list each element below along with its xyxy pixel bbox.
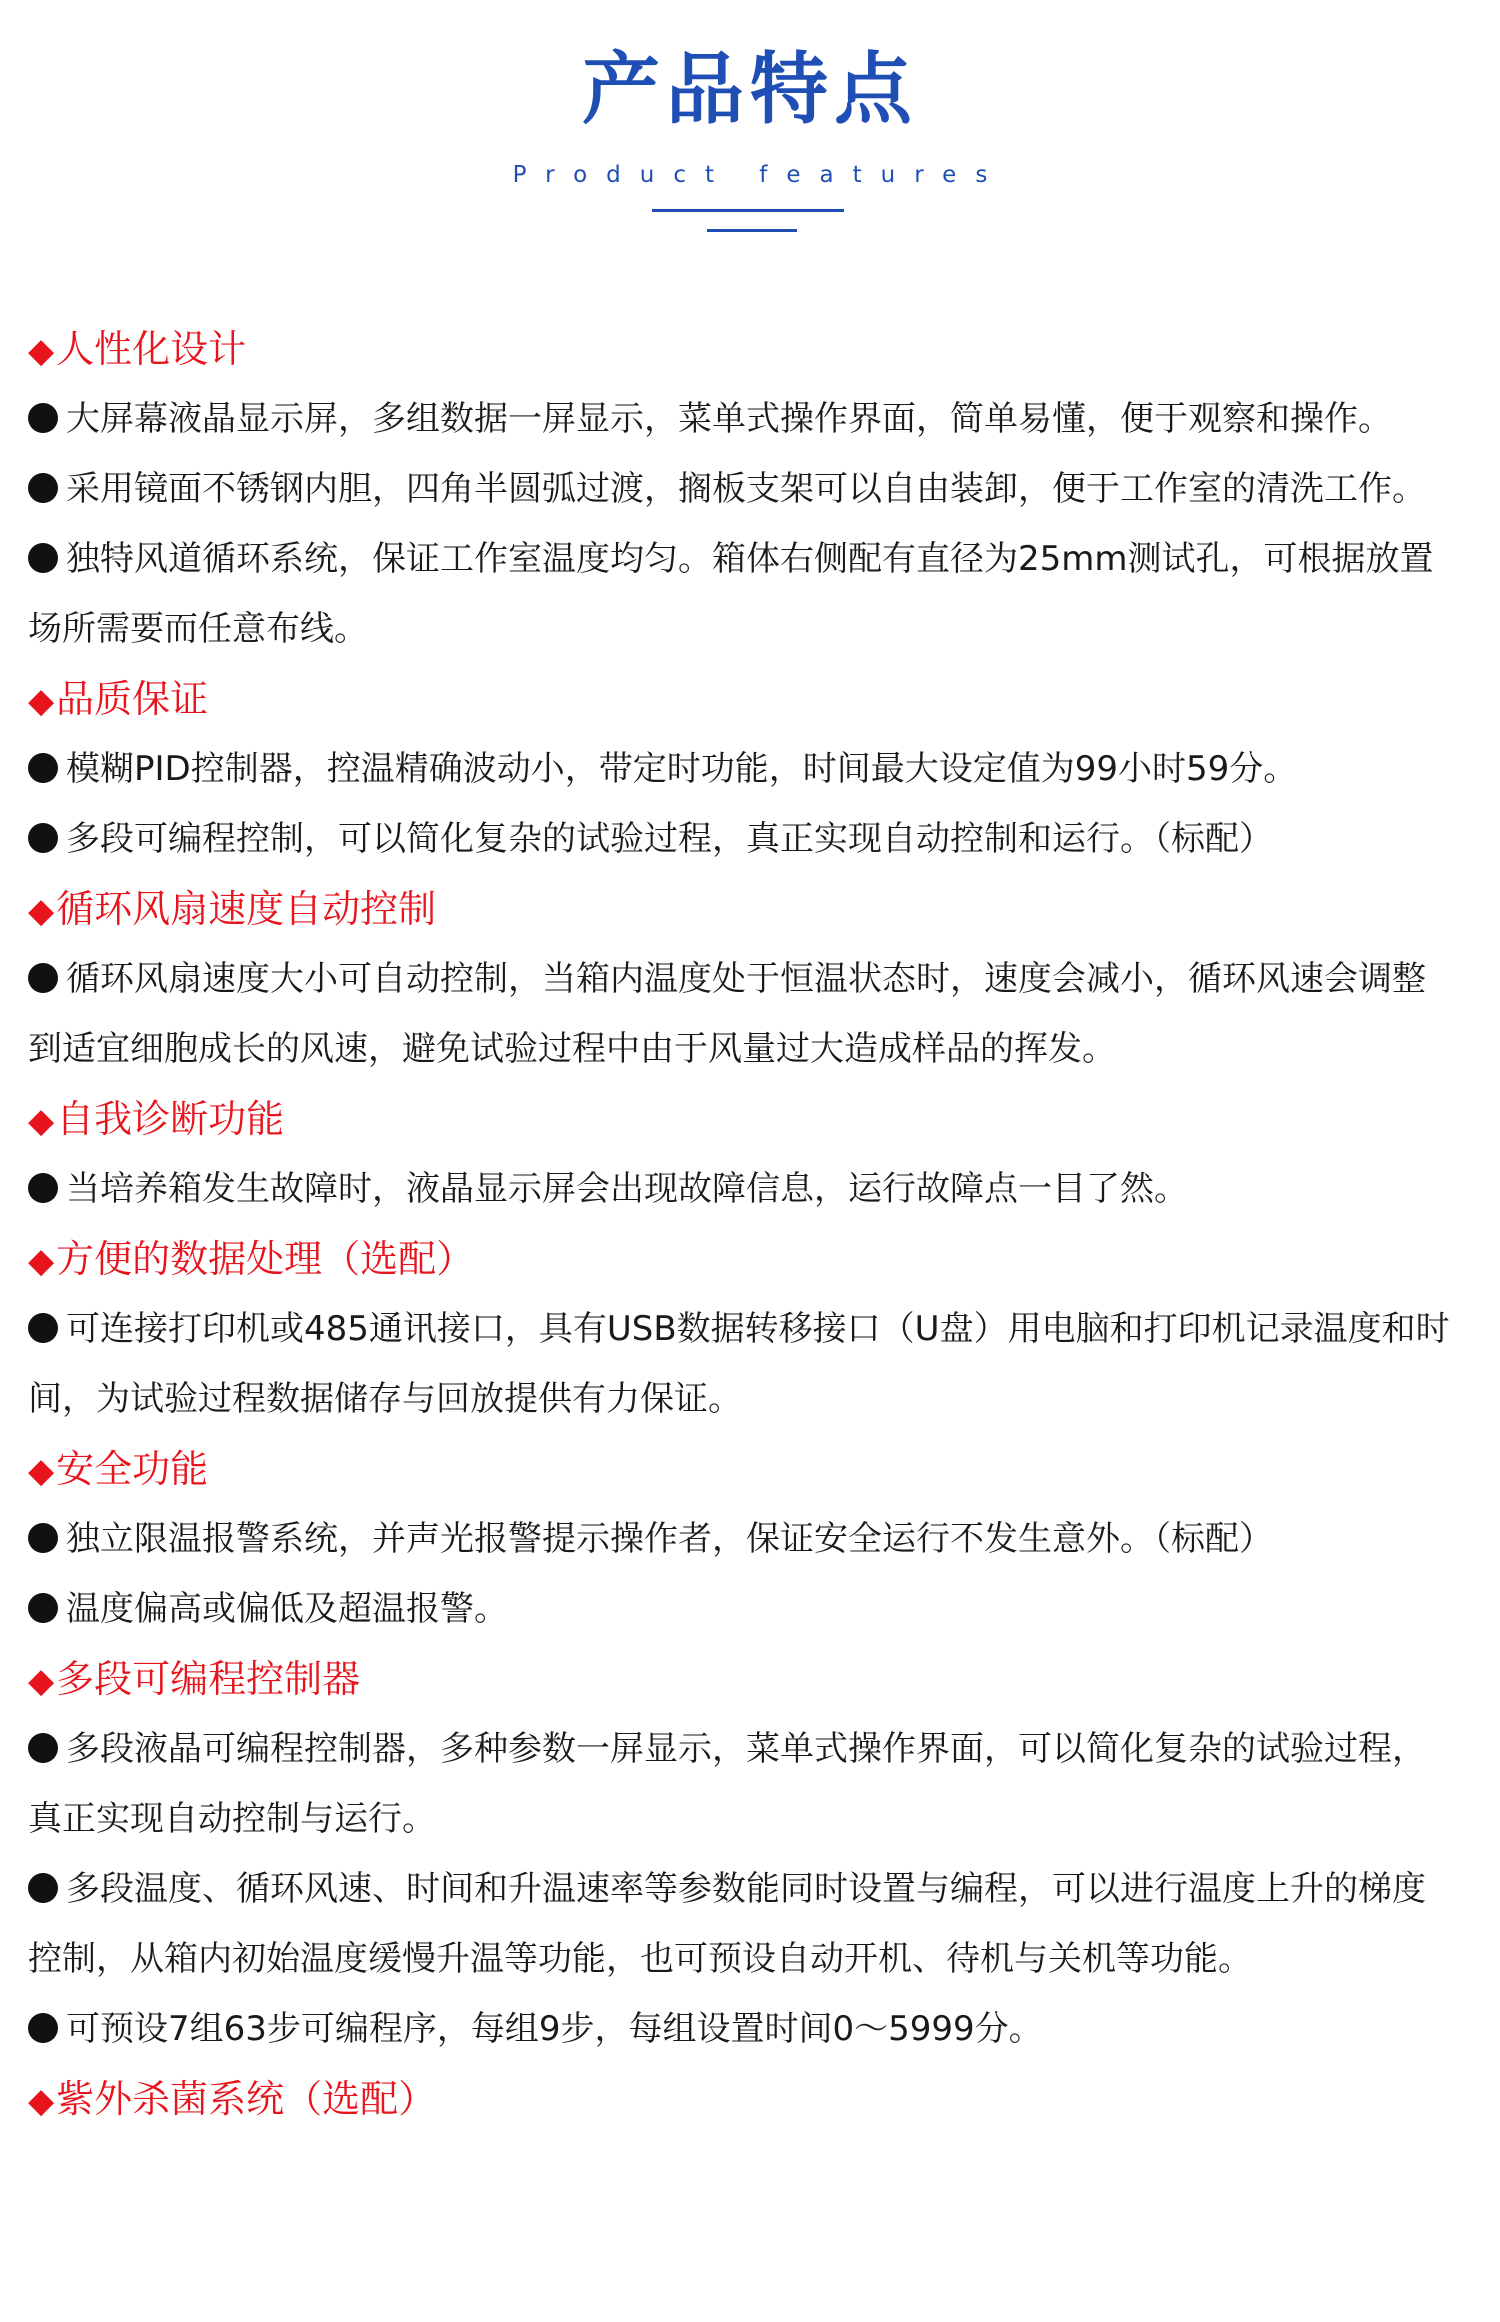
- section-heading: [28, 1224, 1458, 1294]
- section-heading-text: 品质保证: [56, 677, 209, 721]
- feature-item-text: 独立限温报警系统，并声光报警提示操作者，保证安全运行不发生意外。（标配）: [66, 1519, 1273, 1559]
- feature-item-text: 采用镜面不锈钢内胆，四角半圆弧过渡，搁板支架可以自由装卸，便于工作室的清洗工作。: [66, 469, 1426, 509]
- section-heading: [28, 664, 1458, 734]
- round-bullet-icon: [28, 473, 58, 503]
- diamond-bullet-icon: ◆: [28, 1101, 55, 1141]
- feature-item: [28, 804, 1458, 874]
- page-subtitle: Product features: [512, 162, 1007, 188]
- feature-item-text: 模糊PID控制器，控温精确波动小，带定时功能，时间最大设定值为99小时59分。: [66, 749, 1298, 789]
- feature-item: [28, 1994, 1458, 2064]
- round-bullet-icon: [28, 1733, 58, 1763]
- section-heading-text: 自我诊断功能: [56, 1097, 285, 1141]
- diamond-bullet-icon: ◆: [28, 681, 55, 721]
- feature-item: [28, 384, 1458, 454]
- feature-item: [28, 524, 1458, 664]
- feature-item: [28, 944, 1458, 1084]
- section-heading-text: 人性化设计: [56, 327, 247, 371]
- section-heading: [28, 2064, 1458, 2134]
- section-heading: [28, 1084, 1458, 1154]
- round-bullet-icon: [28, 403, 58, 433]
- feature-item-text: 循环风扇速度大小可自动控制，当箱内温度处于恒温状态时，速度会减小，循环风速会调整到适宜细胞成长的风速，避免试验过程中由于风量过大造成样品的挥发。: [28, 959, 1426, 1069]
- feature-item-text: 大屏幕液晶显示屏，多组数据一屏显示，菜单式操作界面，简单易懂，便于观察和操作。: [66, 399, 1392, 439]
- feature-item-text: 当培养箱发生故障时，液晶显示屏会出现故障信息，运行故障点一目了然。: [66, 1169, 1188, 1209]
- round-bullet-icon: [28, 1313, 58, 1343]
- diamond-bullet-icon: ◆: [28, 2081, 55, 2121]
- round-bullet-icon: [28, 823, 58, 853]
- section-heading: [28, 1434, 1458, 1504]
- section-heading-text: 方便的数据处理（选配）: [56, 1237, 475, 1281]
- section-heading: [28, 874, 1458, 944]
- round-bullet-icon: [28, 1873, 58, 1903]
- feature-item-text: 温度偏高或偏低及超温报警。: [66, 1589, 508, 1629]
- feature-item: [28, 1294, 1458, 1434]
- round-bullet-icon: [28, 1523, 58, 1553]
- round-bullet-icon: [28, 543, 58, 573]
- feature-item-text: 多段温度、循环风速、时间和升温速率等参数能同时设置与编程，可以进行温度上升的梯度控制，从箱内初始温度缓慢升温等功能，也可预设自动开机、待机与关机等功能。: [28, 1869, 1426, 1979]
- round-bullet-icon: [28, 753, 58, 783]
- feature-item: [28, 1854, 1458, 1994]
- round-bullet-icon: [28, 1593, 58, 1623]
- feature-item: [28, 1504, 1458, 1574]
- diamond-bullet-icon: ◆: [28, 331, 55, 371]
- page-title: 产品特点: [581, 45, 918, 135]
- feature-item-text: 可连接打印机或485通讯接口，具有USB数据转移接口（U盘）用电脑和打印机记录温度和时间，为试验过程数据储存与回放提供有力保证。: [28, 1309, 1450, 1419]
- section-heading-text: 循环风扇速度自动控制: [56, 887, 437, 931]
- round-bullet-icon: [28, 2013, 58, 2043]
- diamond-bullet-icon: ◆: [28, 891, 55, 931]
- section-heading: [28, 1644, 1458, 1714]
- feature-item: [28, 734, 1458, 804]
- page-header: [0, 40, 1500, 190]
- diamond-bullet-icon: ◆: [28, 1451, 55, 1491]
- feature-item: [28, 1714, 1458, 1854]
- feature-item-text: 多段液晶可编程控制器，多种参数一屏显示，菜单式操作界面，可以简化复杂的试验过程，真正实现自动控制与运行。: [28, 1729, 1426, 1839]
- features-content: [28, 314, 1458, 2134]
- diamond-bullet-icon: ◆: [28, 1241, 55, 1281]
- feature-item: [28, 454, 1458, 524]
- round-bullet-icon: [28, 963, 58, 993]
- round-bullet-icon: [28, 1173, 58, 1203]
- section-heading-text: 紫外杀菌系统（选配）: [56, 2077, 437, 2121]
- section-heading-text: 安全功能: [56, 1447, 209, 1491]
- diamond-bullet-icon: ◆: [28, 1661, 55, 1701]
- section-heading-text: 多段可编程控制器: [56, 1657, 361, 1701]
- feature-item-text: 可预设7组63步可编程序，每组9步，每组设置时间0～5999分。: [66, 2009, 1043, 2049]
- feature-item: [28, 1574, 1458, 1644]
- feature-item-text: 独特风道循环系统，保证工作室温度均匀。箱体右侧配有直径为25mm测试孔，可根据放置场所需要而任意布线。: [28, 539, 1434, 649]
- section-heading: [28, 314, 1458, 384]
- title-underline-long: [652, 209, 844, 212]
- feature-item-text: 多段可编程控制，可以简化复杂的试验过程，真正实现自动控制和运行。（标配）: [66, 819, 1273, 859]
- title-underline-short: [707, 229, 797, 232]
- feature-item: [28, 1154, 1458, 1224]
